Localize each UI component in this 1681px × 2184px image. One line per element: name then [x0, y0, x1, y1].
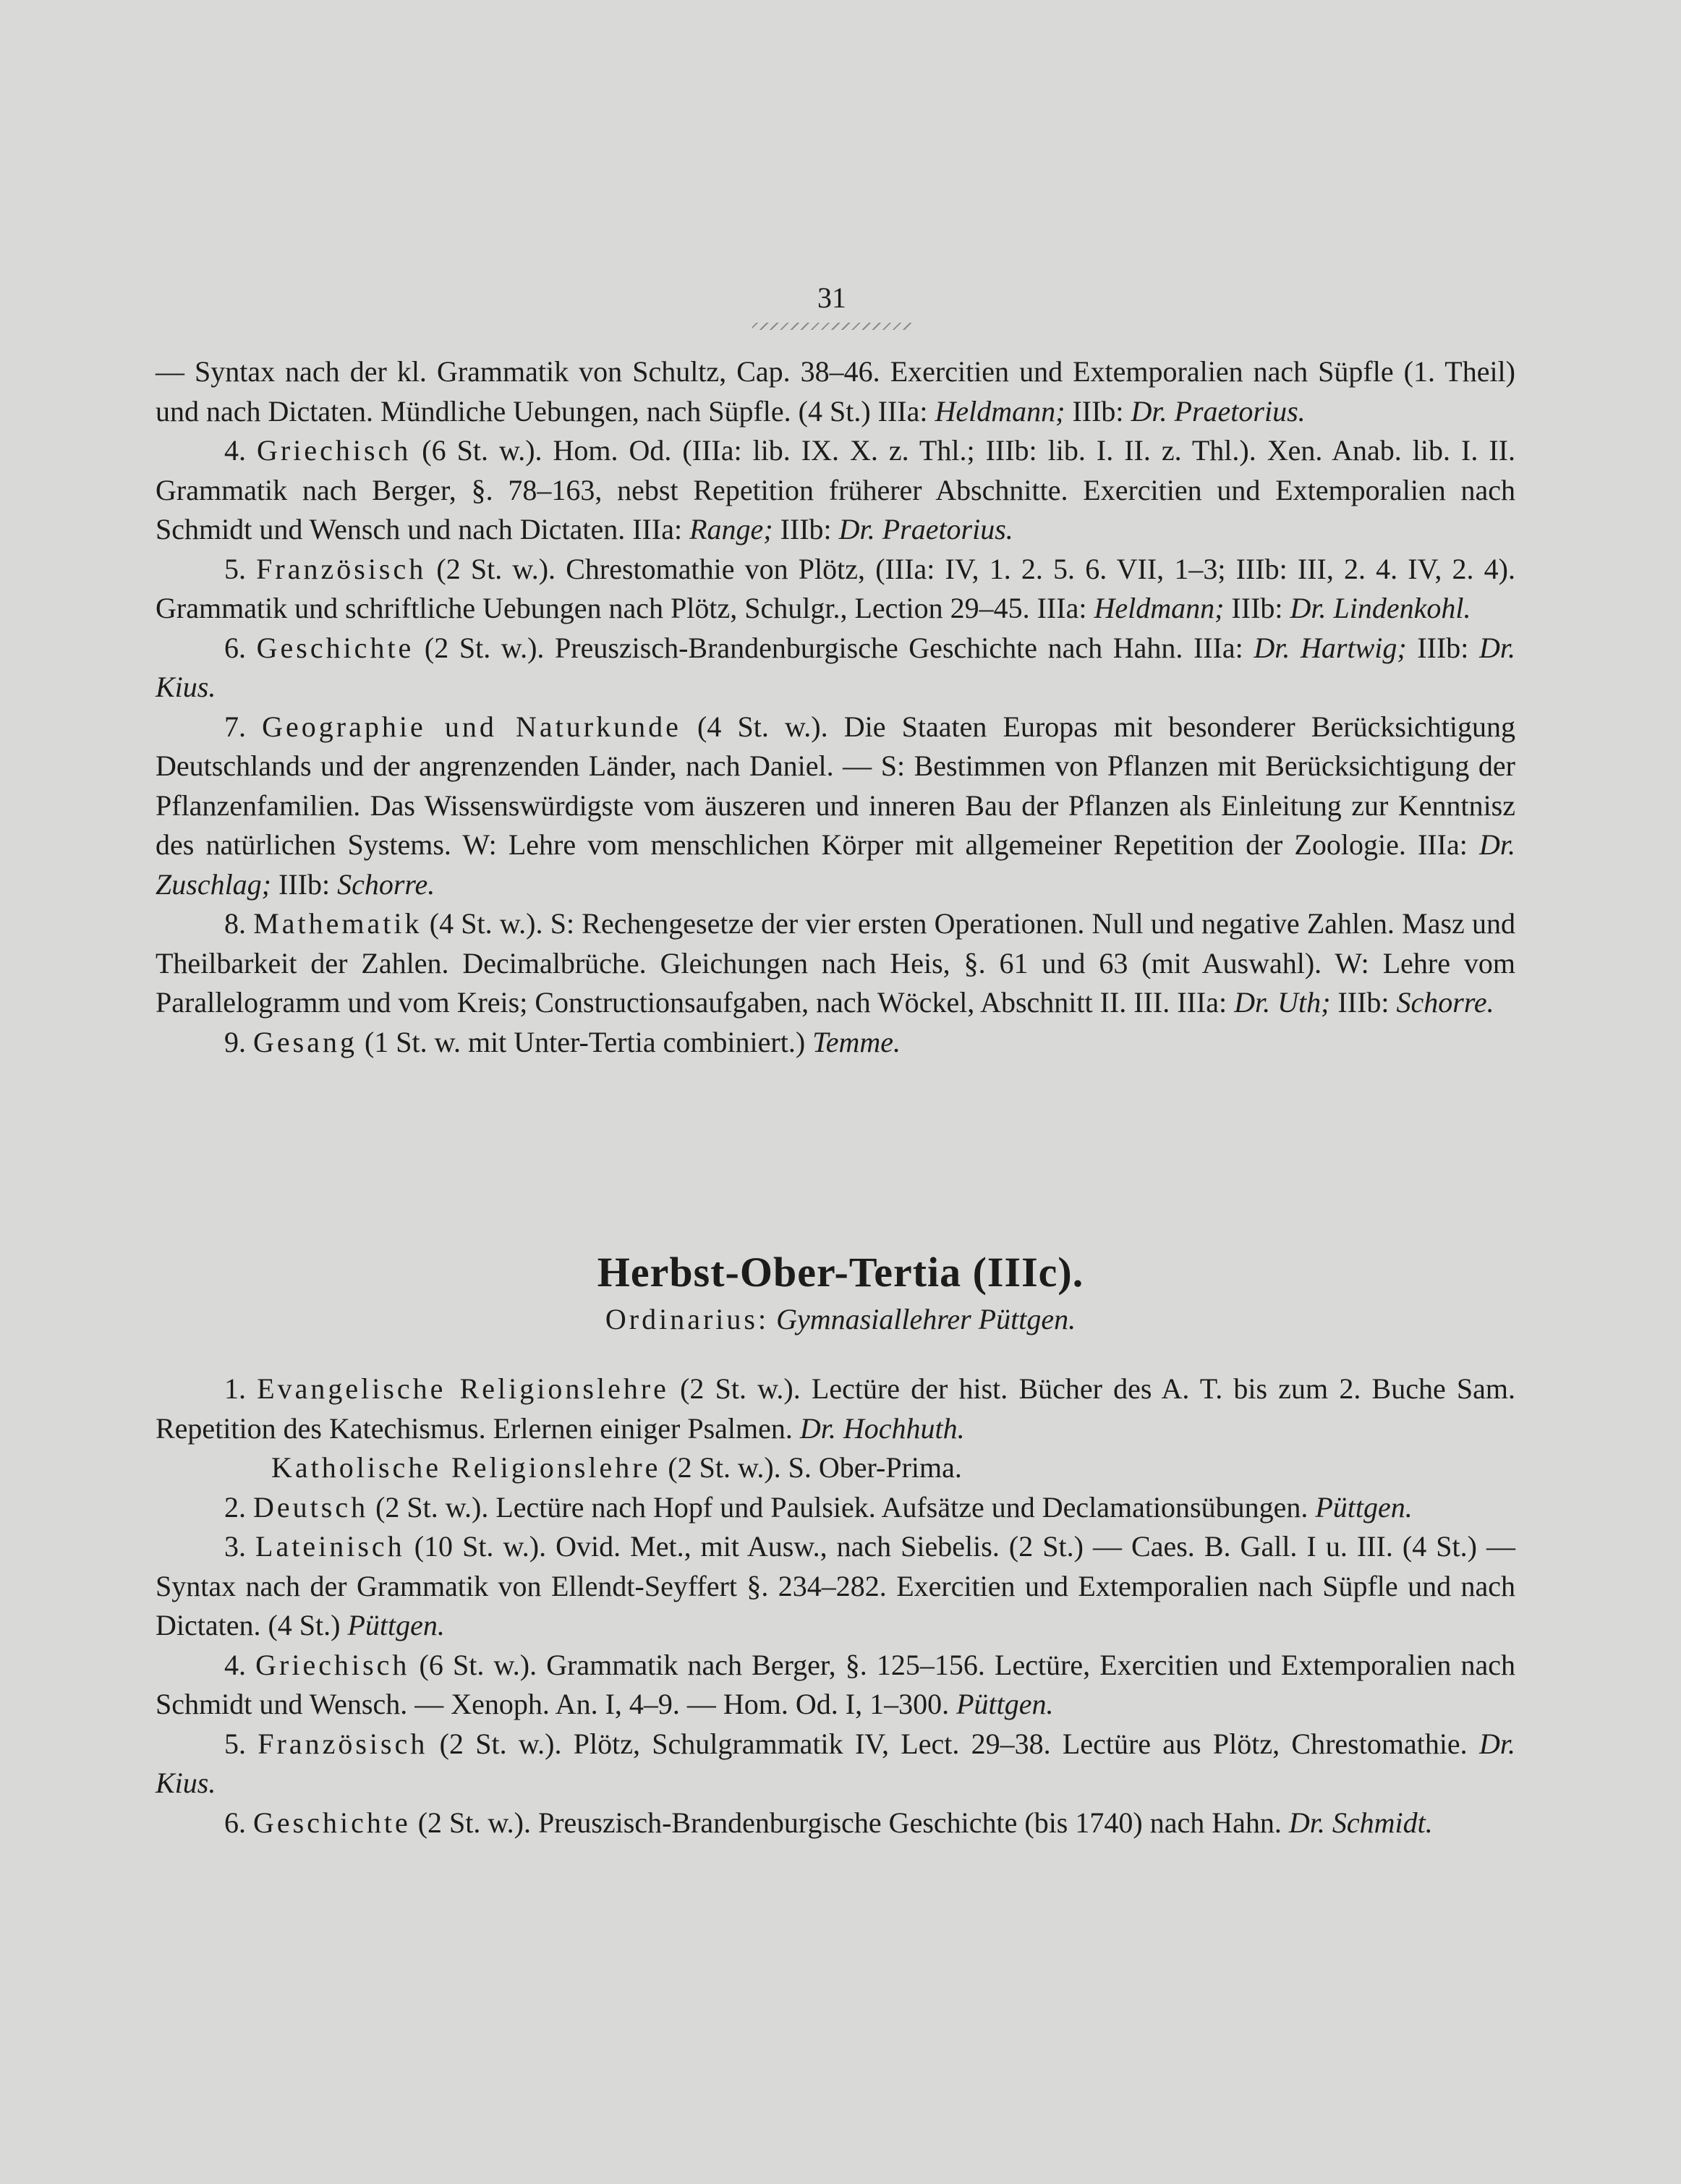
- section-heading: Herbst-Ober-Tertia (IIIc).: [597, 1249, 1084, 1296]
- paragraph-geschichte: 6. Geschichte (2 St. w.). Preuszisch-Brandenburgische Geschichte nach Hahn. IIIa: Dr. Hartwig; IIIb: Dr. Kius.: [156, 631, 1516, 703]
- section-unter-tertia-continued: [156, 352, 1515, 1062]
- paragraph-franzoesisch-2: 5. Französisch (2 St. w.). Plötz, Schulgrammatik IV, Lect. 29–38. Lectüre aus Plötz, Chrestomathie. Dr. Kius.: [156, 1727, 1515, 1799]
- paragraph-geographie: 7. Geographie und Naturkunde (4 St. w.). Die Staaten Europas mit besonderer Berücksichtigung Deutschlands und der angrenzenden Länder, nach Daniel. — S: Bestimmen von Pflanzen mit Berücksichtigung der Pflanzenfamilien. Das Wissenswürdigste vom äuszeren und inneren Bau der Pflanzen als Einleitung zur Kenntnisz des natürlichen Systems. W: Lehre vom menschlichen Körper mit allgemeiner Repetition der Zoologie. IIIa: Dr. Zuschlag; IIIb: Schorre.: [156, 710, 1515, 901]
- ordinarius-name: Gymnasiallehrer Püttgen.: [776, 1303, 1076, 1335]
- paragraph-griechisch-2: 4. Griechisch (6 St. w.). Grammatik nach Berger, §. 125–156. Lectüre, Exercitien und Extemporalien nach Schmidt und Wensch. — Xenoph. An. I, 4–9. — Hom. Od. I, 1–300. Püttgen.: [156, 1648, 1516, 1720]
- page-number: 31: [817, 281, 846, 314]
- paragraph-franzoesisch: 5. Französisch (2 St. w.). Chrestomathie von Plötz, (IIIa: IV, 1. 2. 5. 6. VII, 1–3; IIIb: III, 2. 4. IV, 2. 4). Grammatik und schriftliche Uebungen nach Plötz, Schulgr., Lection 29–45. IIIa: Heldmann; IIIb: Dr. Lindenkohl.: [156, 552, 1516, 624]
- ordinarius-label: Ordinarius:: [605, 1303, 770, 1335]
- paragraph-deutsch: 2. Deutsch (2 St. w.). Lectüre nach Hopf und Paulsiek. Aufsätze und Declamationsübungen. Püttgen.: [224, 1490, 1413, 1524]
- paragraph-syntax: — Syntax nach der kl. Grammatik von Schultz, Cap. 38–46. Exercitien und Extemporalien nach Süpfle (1. Theil) und nach Dictaten. Mündliche Uebungen, nach Süpfle. (4 St.) IIIa: Heldmann; IIIb: Dr. Praetorius.: [156, 355, 1515, 428]
- ordinarius-line: [0, 1302, 1681, 1336]
- section-herbst-ober-tertia: [156, 1369, 1515, 1843]
- paragraph-lateinisch: 3. Lateinisch (10 St. w.). Ovid. Met., mit Ausw., nach Siebelis. (2 St.) — Caes. B. Gall. I u. III. (4 St.) — Syntax nach der Grammatik von Ellendt-Seyffert §. 234–282. Exercitien und Extemporalien nach Süpfle und nach Dictaten. (4 St.) Püttgen.: [156, 1530, 1515, 1641]
- paragraph-mathematik: 8. Mathematik (4 St. w.). S: Rechengesetze der vier ersten Operationen. Null und negative Zahlen. Masz und Theilbarkeit der Zahlen. Decimalbrüche. Gleichungen nach Heis, §. 61 und 63 (mit Auswahl). W: Lehre vom Parallelogramm und vom Kreis; Constructionsaufgaben, nach Wöckel, Abschnitt II. III. IIIa: Dr. Uth; IIIb: Schorre.: [156, 907, 1516, 1019]
- paragraph-katholische-religion: Katholische Religionslehre (2 St. w.). S. Ober-Prima.: [271, 1451, 962, 1484]
- paragraph-evangelische-religion: 1. Evangelische Religionslehre (2 St. w.). Lectüre der hist. Bücher des A. T. bis zum 2. Buche Sam. Repetition des Katechismus. Erlernen einiger Psalmen. Dr. Hochhuth.: [156, 1372, 1516, 1445]
- paragraph-griechisch: 4. Griechisch (6 St. w.). Hom. Od. (IIIa: lib. IX. X. z. Thl.; IIIb: lib. I. II. z. Thl.). Xen. Anab. lib. I. II. Grammatik nach Berger, §. 78–163, nebst Repetition früherer Abschnitte. Exercitien und Extemporalien nach Schmidt und Wensch und nach Dictaten. IIIa: Range; IIIb: Dr. Praetorius.: [156, 434, 1515, 545]
- page-number-ornament: [752, 323, 911, 330]
- paragraph-gesang: 9. Gesang (1 St. w. mit Unter-Tertia combiniert.) Temme.: [224, 1025, 901, 1058]
- paragraph-geschichte-2: 6. Geschichte (2 St. w.). Preuszisch-Brandenburgische Geschichte (bis 1740) nach Hahn. Dr. Schmidt.: [224, 1806, 1433, 1839]
